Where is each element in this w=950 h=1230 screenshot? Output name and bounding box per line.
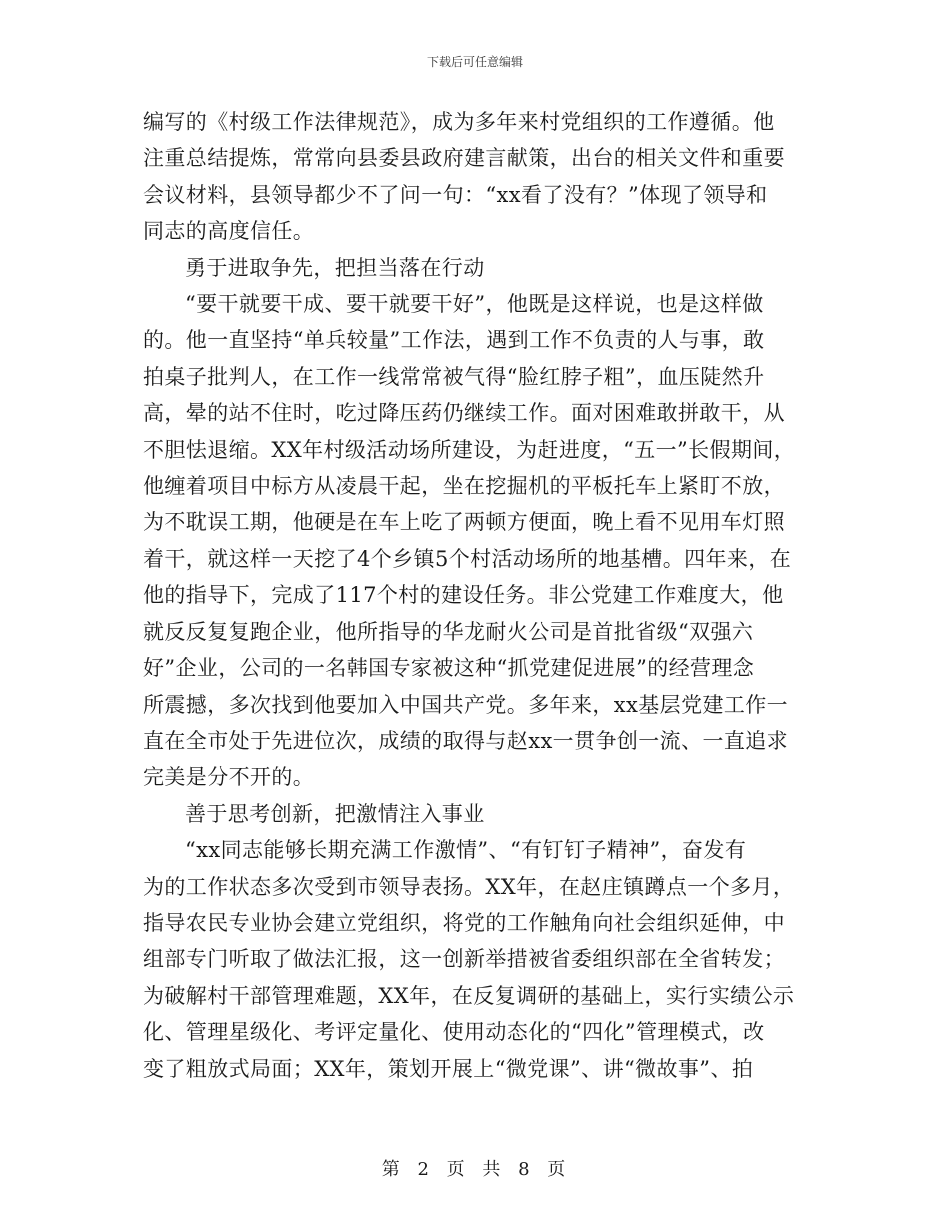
paragraph-innovation: “xx同志能够长期充满工作激情”、“有钉钉子精神”，奋发有 为的工作状态多次受到市领导表扬。XX年，在赵庄镇蹲点一个多月， 指导农民专业协会建立党组织，将党的工作触角向社会组织延伸，中 组部专门听取了做法汇报，这一创新举措被省委组织部在全省转发； 为破解村干部管理难题，XX年，在反复调研的基础上，实行实绩公示 化、管理星级化、考评定量化、使用动态化的“四化”管理模式，改 变了粗放式局面；XX年，策划开展上“微党课”、讲“微故事”、拍 bbox=[143, 838, 795, 1081]
section-heading-courage: 勇于进取争先，把担当落在行动 bbox=[185, 255, 485, 280]
document-body bbox=[143, 104, 811, 1087]
header-note: 下载后可任意编辑 bbox=[426, 55, 523, 69]
paragraph-action: “要干就要干成、要干就要干好”，他既是这样说，也是这样做 的。他一直坚持“单兵较量”工作法，遇到工作不负责的人与事，敢 拍桌子批判人，在工作一线常常被气得“脸红脖子粗”，血压陡然升 高，晕的站不住时，吃过降压药仍继续工作。面对困难敢拼敢干，从 不胆怯退缩。XX年村级活动场所建设，为赶进度，“五一”长假期间， 他缠着项目中标方从凌晨干起，坐在挖掘机的平板托车上紧盯不放， 为不耽误工期，他硬是在车上吃了两顿方便面，晚上看不见用车灯照 着干，就这样一天挖了4个乡镇5个村活动场所的地基槽。四年来，在 他的指导下，完成了117个村的建设任务。非公党建工作难度大，他 就反反复复跑企业，他所指导的华龙耐火公司是首批省级“双强六 好”企业，公司的一名韩国专家被这种“抓党建促进展”的经营理念 所震撼，多次找到他要加入中国共产党。多年来，xx基层党建工作一 直在全市处于先进位次，成绩的取得与赵xx一贯争创一流、一直追求 完美是分不开的。 bbox=[143, 292, 796, 790]
page-number-footer: 第 2 页 共 8 页 bbox=[381, 1159, 569, 1180]
paragraph-continuation: 编写的《村级工作法律规范》，成为多年来村党组织的工作遵循。他 注重总结提炼，常常向县委县政府建言献策，出台的相关文件和重要 会议材料，县领导都少不了问一句：“xx看了没有？”体现了领导和 同志的高度信任。 bbox=[143, 110, 785, 244]
section-heading-innovation: 善于思考创新，把激情注入事业 bbox=[185, 801, 485, 826]
